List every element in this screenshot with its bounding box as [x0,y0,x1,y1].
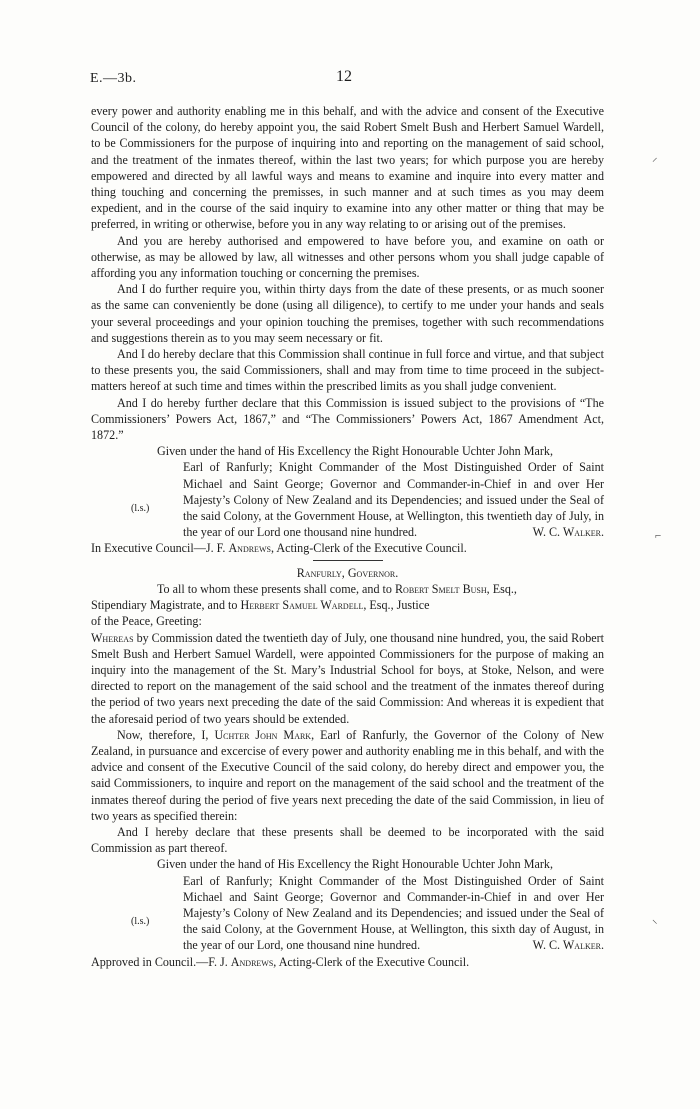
signature-given-line: Given under the hand of His Excellency the Right Honourable Uchter John Mark, [157,857,553,872]
whereas-paragraph: Whereas by Commission dated the twentieth day of July, one thousand nine hundred, you, the said Robert Smelt Bush and Herbert Samuel Wardell, were appointed Commissioners for the purpose of making an inquiry into the management of the St. Mary’s Industrial School for boys, at Stoke, Nelson, and were directed to report on the management of the said school and the treatment of the inmates thereof during the period of two years next preceding the date of the said Commission: And whereas it is expedient that the aforesaid period of two years should be extended. [91,630,605,726]
signer-name: W. C. Walker. [532,938,604,953]
document-reference: E.—3b. [90,71,137,86]
paragraph: every power and authority enabling me in this behalf, and with the advice and consent of the Executive Council of the colony, do hereby appoint you, the said Robert Smelt Bush and Herbert Samuel Wardell, to be Commissioners for the purpose of inquiring into and reporting on the management of said school, and the treatment of the inmates thereof, within the last two years; for which purpose you are hereby empowered and directed by all lawful ways and means to examine and inquire into every matter and thing touching and concerning the premisses, in such manner and at such times as you may deem expedient, and in the course of the said inquiry to examine into any other matter or thing that may be preferred, in writing or otherwise, before you in any way relating to or arising out of the premises. [91,104,604,232]
divider [313,560,383,561]
paragraph: And I do hereby declare that this Commission shall continue in full force and virtue, and that subject to these presents you, the said Commissioners, shall and may from time to time proceed in the subject-matters hereof at such time and times within the prescribed limits as you shall judge convenient. [91,347,604,394]
margin-mark: ⸝ [652,152,658,164]
signature-text: Earl of Ranfurly; Knight Commander of the Most Distinguished Order of Saint Michael and Saint George; Governor and Commander-in-Chief in and over Her Majesty’s Colony of New Zealand and its Dependencies; and issued under the Seal of the said Colony, at the Government House, at Wellington, this twentieth day of July, in the year of our Lord one thousand nine hundred. W. C. Walker. [183,460,604,540]
paragraph: And you are hereby authorised and empowered to have before you, and examine on oath or otherwise, as may be allowed by law, all witnesses and other persons whom you shall judge capable of affording you any information touching or concerning the premises. [91,233,604,281]
signature-given-line: Given under the hand of His Excellency the Right Honourable Uchter John Mark, [157,444,553,459]
now-therefore-paragraph: Now, therefore, I, Uchter John Mark, Earl of Ranfurly, the Governor of the Colony of New Zealand, in pursuance and excercise of every power and authority enabling me in this behalf, and with the advice and consent of the Executive Council of the said colony, do hereby direct and empower you, the said Commissioners, to inquire and report on the management of the said school and the treatment of the inmates thereof during the period of five years next preceding the date of the said Commission, in lieu of two years as specified therein: [91,727,604,823]
signature-block [91,443,604,540]
approved-line: Approved in Council.—F. J. Andrews, Acting-Clerk of the Executive Council. [91,954,470,969]
address-line: of the Peace, Greeting: [91,614,202,629]
margin-mark: ⸜ [652,914,658,926]
address-line: Stipendiary Magistrate, and to Herbert Samuel Wardell, Esq., Justice [91,598,430,613]
paragraph: And I do further require you, within thirty days from the date of these presents, or as much sooner as the same can conveniently be done (using all diligence), to certify to me under your hands and seals your several proceedings and your opinion touching the premises, together with such recommendations and suggestions therein as to you may seem necessary or fit. [91,282,604,345]
address-line: To all to whom these presents shall come, and to Robert Smelt Bush, Esq., [157,581,517,596]
governor-heading: Ranfurly, Governor. [296,565,399,580]
document-body [91,103,604,970]
margin-mark: ⌐ [655,530,662,542]
signer-name: W. C. Walker. [532,525,604,540]
signature-text: Earl of Ranfurly; Knight Commander of the Most Distinguished Order of Saint Michael and Saint George; Governor and Commander-in-Chief in and over Her Majesty’s Colony of New Zealand and its Dependencies; and issued under the Seal of the said Colony, at the Government House, at Wellington, this sixth day of August, in the year of our Lord, one thousand nine hundred. W. C. Walker. [183,873,604,953]
paragraph: And I do hereby further declare that this Commission is issued subject to the provisions of “The Commissioners’ Powers Act, 1867,” and “The Commissioners’ Powers Act, 1867 Amendment Act, 1872.” [91,395,604,443]
page-number: 12 [336,68,352,85]
seal-mark: (l.s.) [131,503,150,515]
paragraph: And I hereby declare that these presents shall be deemed to be incorporated with the said Commission as part thereof. [91,824,604,856]
seal-mark: (l.s.) [131,916,150,928]
signature-block [91,856,604,953]
executive-council-line: In Executive Council—J. F. Andrews, Acting-Clerk of the Executive Council. [91,541,467,556]
